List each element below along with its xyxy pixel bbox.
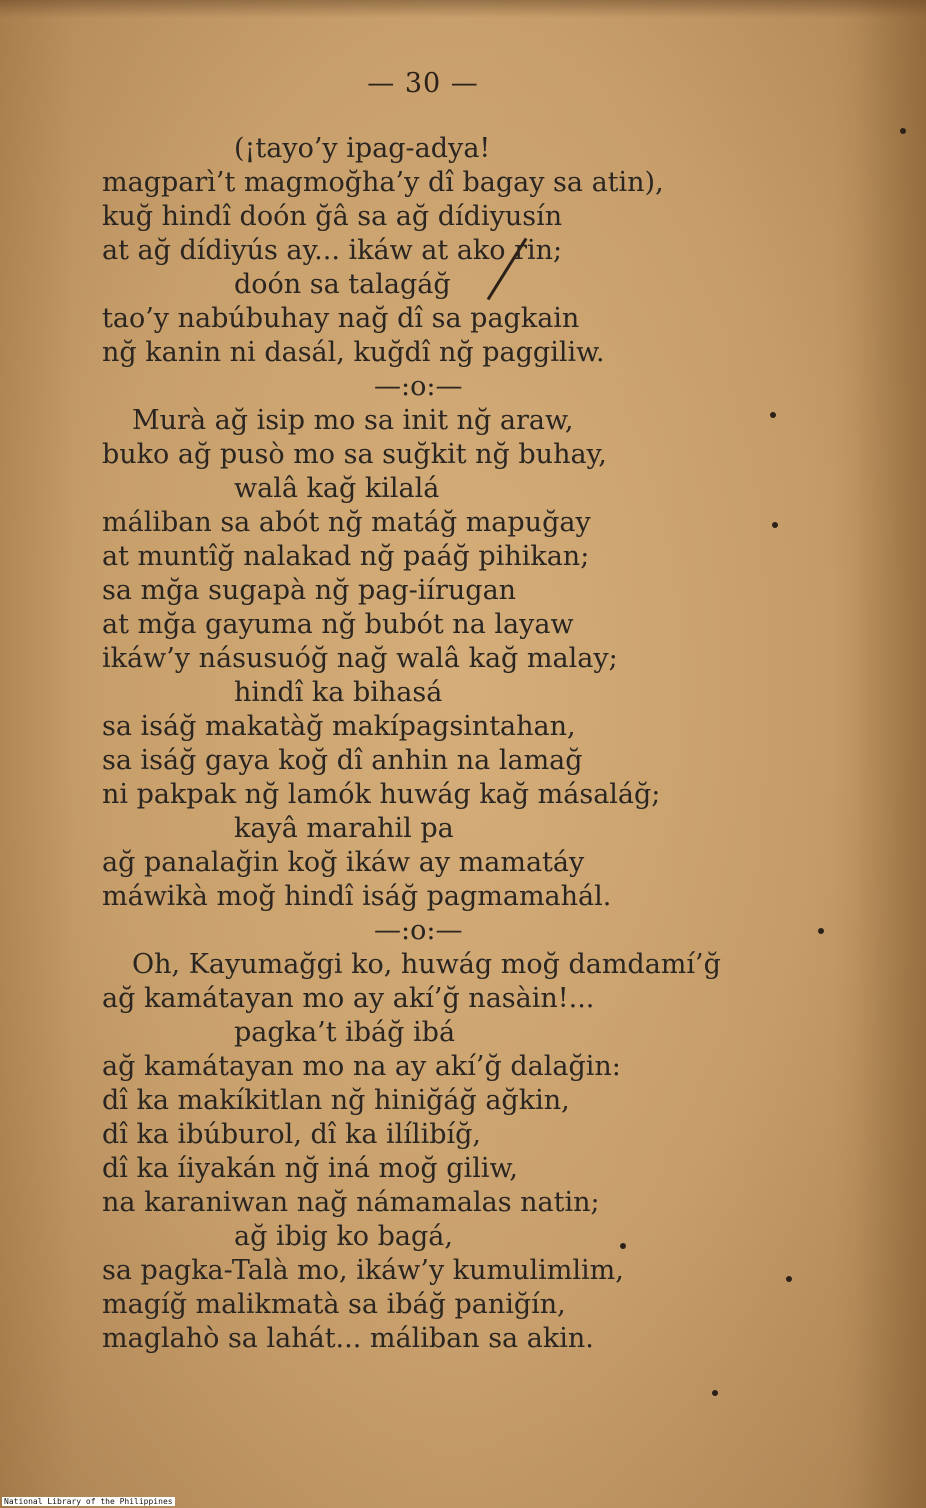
poem-line: ağ kamátayan mo ay akí’ğ nasàin!...: [102, 983, 595, 1014]
poem-line: ni pakpak nğ lamók huwág kağ másaláğ;: [102, 779, 661, 810]
ink-speck: [772, 522, 778, 528]
poem-line: at mğa gayuma nğ bubót na layaw: [102, 609, 574, 640]
poem-line: Oh, Kayumağgi ko, huwág moğ damdamí’ğ: [132, 949, 721, 980]
poem-line: sa isáğ gaya koğ dî anhin na lamağ: [102, 745, 583, 776]
poem-line: dî ka makíkitlan nğ hiniğáğ ağkin,: [102, 1085, 570, 1116]
page-edge-shadow-right: [856, 0, 926, 1508]
poem-line: sa mğa sugapà nğ pag-iírugan: [102, 575, 517, 606]
ink-speck: [770, 412, 776, 418]
library-credit: National Library of the Philippines: [4, 1497, 173, 1506]
poem-line: ağ kamátayan mo na ay akí’ğ dalağin:: [102, 1051, 621, 1082]
poem-line: maglahò sa lahát... máliban sa akin.: [102, 1323, 594, 1354]
poem-line: walâ kağ kilalá: [234, 473, 440, 504]
poem-text: [102, 132, 802, 1356]
ink-speck: [786, 1276, 792, 1282]
poem-line: sa isáğ makatàğ makípagsintahan,: [102, 711, 576, 742]
poem-line: Murà ağ isip mo sa init nğ araw,: [132, 405, 574, 436]
poem-line: hindî ka bihasá: [234, 677, 443, 708]
poem-line: at ağ dídiyús ay... ikáw at ako rin;: [102, 235, 563, 266]
poem-line: máwikà moğ hindî isáğ pagmamahál.: [102, 881, 612, 912]
poem-line: ağ ibig ko bagá,: [234, 1221, 453, 1252]
poem-line: pagka’t ibáğ ibá: [234, 1017, 456, 1048]
poem-line: máliban sa abót nğ matáğ mapuğay: [102, 507, 591, 538]
ink-speck: [900, 128, 906, 134]
poem-line: buko ağ pusò mo sa suğkit nğ buhay,: [102, 439, 607, 470]
stanza-separator: —:o:—: [374, 371, 463, 402]
page-number: — 30 —: [367, 68, 479, 99]
poem-line: kayâ marahil pa: [234, 813, 454, 844]
poem-line: ikáw’y násusuóğ nağ walâ kağ malay;: [102, 643, 618, 674]
poem-line: kuğ hindî doón ğâ sa ağ dídiyusín: [102, 201, 563, 232]
poem-line: nğ kanin ni dasál, kuğdî nğ paggiliw.: [102, 337, 605, 368]
poem-line: dî ka ibúburol, dî ka ilílibíğ,: [102, 1119, 481, 1150]
ink-speck: [818, 928, 824, 934]
ink-speck: [620, 1243, 626, 1249]
poem-line: ağ panalağin koğ ikáw ay mamatáy: [102, 847, 585, 878]
page-edge-shadow: [0, 0, 926, 18]
poem-line: magparì’t magmoğha’y dî bagay sa atin),: [102, 167, 664, 198]
stanza-separator: —:o:—: [374, 915, 463, 946]
poem-line: tao’y nabúbuhay nağ dî sa pagkain: [102, 303, 580, 334]
poem-line: na karaniwan nağ námamalas natin;: [102, 1187, 600, 1218]
ink-speck: [712, 1390, 718, 1396]
poem-line: at muntîğ nalakad nğ paáğ pihikan;: [102, 541, 590, 572]
poem-line: magíğ malikmatà sa ibáğ paniğín,: [102, 1289, 566, 1320]
poem-line: dî ka íiyakán nğ iná moğ giliw,: [102, 1153, 518, 1184]
poem-line: (¡tayo’y ipag-adya!: [234, 133, 491, 164]
poem-line: sa pagka-Talà mo, ikáw’y kumulimlim,: [102, 1255, 624, 1286]
poem-line: doón sa talagáğ: [234, 269, 451, 300]
